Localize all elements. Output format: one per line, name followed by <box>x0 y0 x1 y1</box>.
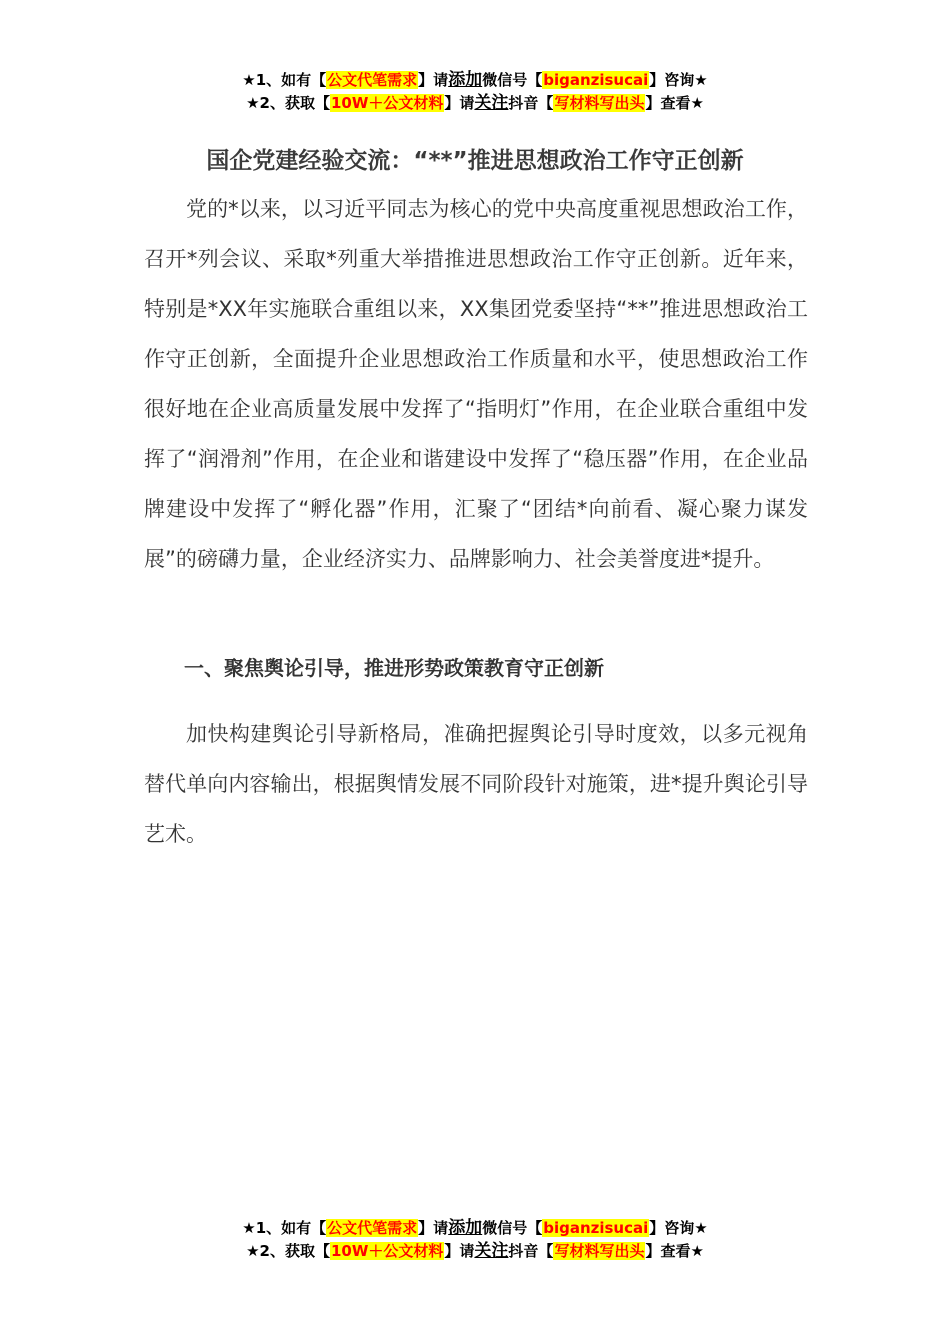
document-title: 国企党建经验交流：“**”推进思想政治工作守正创新 <box>206 148 744 175</box>
promo-line-1 <box>0 69 950 92</box>
promo-text: 抖音【 <box>508 1242 554 1260</box>
promo-text: ★1、如有【 <box>242 1219 327 1237</box>
section-1-paragraph: 加快构建舆论引导新格局，准确把握舆论引导时度效，以多元视角替代单向内容输出，根据舆情发展不同阶段针对施策，进*提升舆论引导艺术。 <box>144 722 808 846</box>
promo-text: 】请 <box>418 1219 449 1237</box>
promo-text: 】咨询★ <box>649 71 708 89</box>
promo-highlight-materials: 10W＋公文材料 <box>330 94 444 112</box>
header-promo-banner <box>0 69 950 115</box>
promo-highlight-materials: 10W＋公文材料 <box>330 1242 444 1260</box>
promo-highlight-service: 公文代笔需求 <box>327 1219 418 1237</box>
promo-line-1 <box>0 1217 950 1240</box>
footer-promo-banner <box>0 1217 950 1263</box>
promo-text: 微信号【 <box>482 71 543 89</box>
promo-text: ★1、如有【 <box>242 71 327 89</box>
promo-text: ★2、获取【 <box>246 1242 330 1260</box>
promo-text: 】请 <box>444 1242 475 1260</box>
promo-line-2 <box>0 1240 950 1263</box>
promo-emphasis-follow: 关注 <box>474 93 509 113</box>
section-heading-1: 一、聚焦舆论引导，推进形势政策教育守正创新 <box>184 656 604 680</box>
promo-emphasis-add: 添加 <box>448 1218 483 1238</box>
promo-highlight-douyin: 写材料写出头 <box>554 94 645 112</box>
promo-highlight-service: 公文代笔需求 <box>327 71 418 89</box>
promo-emphasis-follow: 关注 <box>474 1241 509 1261</box>
promo-text: 抖音【 <box>508 94 554 112</box>
promo-text: 】请 <box>418 71 449 89</box>
promo-highlight-wechat-id: biganzisucai <box>543 1219 649 1237</box>
promo-text: 】查看★ <box>645 1242 704 1260</box>
intro-paragraph: 党的*以来，以习近平同志为核心的党中央高度重视思想政治工作，召开*列会议、采取*列重大举措推进思想政治工作守正创新。近年来，特别是*XX年实施联合重组以来，XX集团党委坚持“**”推进思想政治工作守正创新，全面提升企业思想政治工作质量和水平，使思想政治工作很好地在企业高质量发展中发挥了“指明灯”作用，在企业联合重组中发挥了“润滑剂”作用，在企业和谐建设中发挥了“稳压器”作用，在企业品牌建设中发挥了“孵化器”作用，汇聚了“团结*向前看、凝心聚力谋发展”的磅礴力量，企业经济实力、品牌影响力、社会美誉度进*提升。 <box>144 197 808 571</box>
promo-highlight-wechat-id: biganzisucai <box>543 71 649 89</box>
promo-text: ★2、获取【 <box>246 94 330 112</box>
promo-text: 】咨询★ <box>649 1219 708 1237</box>
promo-text: 】请 <box>444 94 475 112</box>
promo-highlight-douyin: 写材料写出头 <box>554 1242 645 1260</box>
promo-text: 】查看★ <box>645 94 704 112</box>
promo-emphasis-add: 添加 <box>448 70 483 90</box>
promo-text: 微信号【 <box>482 1219 543 1237</box>
promo-line-2 <box>0 92 950 115</box>
